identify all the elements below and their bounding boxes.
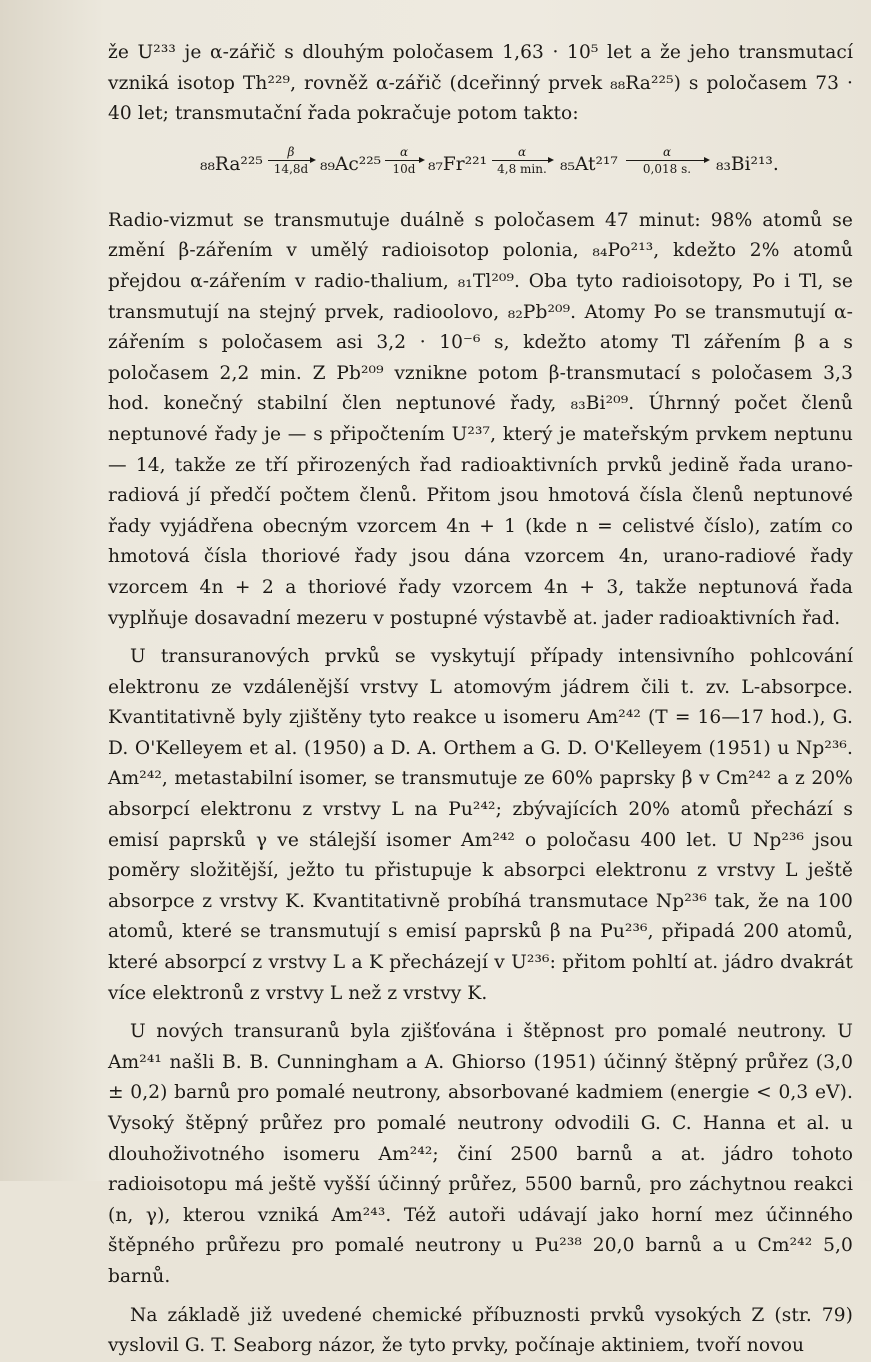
nuclide-ra225: ₈₈Ra²²⁵ <box>200 153 263 175</box>
decay-halflife-4: 0,018 s. <box>642 161 692 176</box>
arrow-line-1 <box>268 160 314 161</box>
decay-halflife-2: 10d <box>392 161 416 176</box>
paragraph-1: že U²³³ je α-zářič s dlouhým poločasem 1,63 · 10⁵ let a že jeho transmutací vzniká isotop Th²²⁹, rovněž α-zářič (dceřinný prvek ₈₈Ra²²⁵) s poločasem 73 · 40 let; transmutační řada pokračuje potom takto: <box>108 42 853 125</box>
decay-type-4: α <box>662 144 672 159</box>
arrow-line-2 <box>385 160 423 161</box>
nuclide-ac225: ₈₉Ac²²⁵ <box>320 153 382 175</box>
decay-type-3: α <box>517 144 527 159</box>
decay-chain <box>108 140 853 196</box>
decay-arrow-4 <box>626 146 708 176</box>
arrow-line-3 <box>492 160 552 161</box>
decay-arrow-3 <box>492 146 552 176</box>
nuclide-fr221: ₈₇Fr²²¹ <box>428 153 488 175</box>
nuclide-at217: ₈₅At²¹⁷ <box>560 153 618 175</box>
decay-halflife-1: 14,8d <box>273 161 309 176</box>
decay-type-2: α <box>399 144 409 159</box>
decay-arrow-1 <box>268 146 314 176</box>
paragraph-3: U transuranových prvků se vyskytují případy intensivního pohlcování elektronu ze vzdálenější vrstvy L atomovým jádrem čili t. zv. L-absorpce. Kvantitativně byly zjištěny tyto reakce u isomeru Am²⁴² (T = 16—17 hod.), G. D. O'Kelleyem et al. (1950) a D. A. Orthem a G. D. O'Kelleyem (1951) u Np²³⁶. Am²⁴², metastabilní isomer, se transmutuje ze 60% paprsky β v Cm²⁴² a z 20% absorpcí elektronu z vrstvy L na Pu²⁴²; zbývajících 20% atomů přechází s emisí paprsků γ ve stálejší isomer Am²⁴² o poločasu 400 let. U Np²³⁶ jsou poměry složitější, ježto tu přistupuje k absorpci elektronu z vrstvy L ještě absorpce z vrstvy K. Kvantitativně probíhá transmutace Np²³⁶ tak, že na 100 atomů, které se transmutují s emisí paprsků β na Pu²³⁶, připadá 200 atomů, které absorpcí z vrstvy L a K přecházejí v U²³⁶: přitom pohltí at. jádro dvakrát více elektronů z vrstvy L než z vrstvy K. <box>108 646 853 1004</box>
arrow-line-4 <box>626 160 708 161</box>
nuclide-bi213: ₈₃Bi²¹³. <box>716 153 779 175</box>
paragraph-4: U nových transuranů byla zjišťována i štěpnost pro pomalé neutrony. U Am²⁴¹ našli B. B. Cunningham a A. Ghiorso (1951) účinný štěpný průřez (3,0 ± 0,2) barnů pro pomalé neutrony, absorbované kadmiem (energie < 0,3 eV). Vysoký štěpný průřez pro pomalé neutrony odvodili G. C. Hanna et al. u dlouhoživotného isomeru Am²⁴²; činí 2500 barnů a at. jádro tohoto radioisotopu má ještě vyšší účinný průřez, 5500 barnů, pro záchytnou reakci (n, γ), kterou vzniká Am²⁴³. Též autoři udávají jako horní mez účinného štěpného průřezu pro pomalé neutrony u Pu²³⁸ 20,0 barnů a u Cm²⁴² 5,0 barnů. <box>108 1021 853 1287</box>
decay-halflife-3: 4,8 min. <box>497 161 547 176</box>
paragraph-2: Radio-vizmut se transmutuje duálně s poločasem 47 minut: 98% atomů se změní β-zářením v umělý radioisotop polonia, ₈₄Po²¹³, kdežto 2% atomů přejdou α-zářením v radio-thalium, ₈₁Tl²⁰⁹. Oba tyto radioisotopy, Po i Tl, se transmutují na stejný prvek, radioolovo, ₈₂Pb²⁰⁹. Atomy Po se transmutují α-zářením s poločasem asi 3,2 · 10⁻⁶ s, kdežto atomy Tl zářením β a s poločasem 2,2 min. Z Pb²⁰⁹ vznikne potom β-transmutací s poločasem 3,3 hod. konečný stabilní člen neptunové řady, ₈₃Bi²⁰⁹. Úhrnný počet členů neptunové řady je — s připočtením U²³⁷, který je mateřským prvkem neptunu — 14, takže ze tří přirozených řad radioaktivních prvků jedině řada urano-radiová jí předčí počtem členů. Přitom jsou hmotová čísla členů neptunové řady vyjádřena obecným vzorcem 4n + 1 (kde n = celistvé číslo), zatím co hmotová čísla thoriové řady jsou dána vzorcem 4n, urano-radiové řady vzorcem 4n + 2 a thoriové řady vzorcem 4n + 3, takže neptunová řada vyplňuje dosavadní mezeru v postupné výstavbě at. jader radioaktivních řad. <box>108 209 853 629</box>
decay-type-1: β <box>287 144 295 159</box>
decay-arrow-2 <box>385 146 423 176</box>
paragraph-5: Na základě již uvedené chemické příbuznosti prvků vysokých Z (str. 79) vyslovil G. T. Seaborg názor, že tyto prvky, počínaje aktiniem, tvoří novou <box>108 1304 853 1357</box>
